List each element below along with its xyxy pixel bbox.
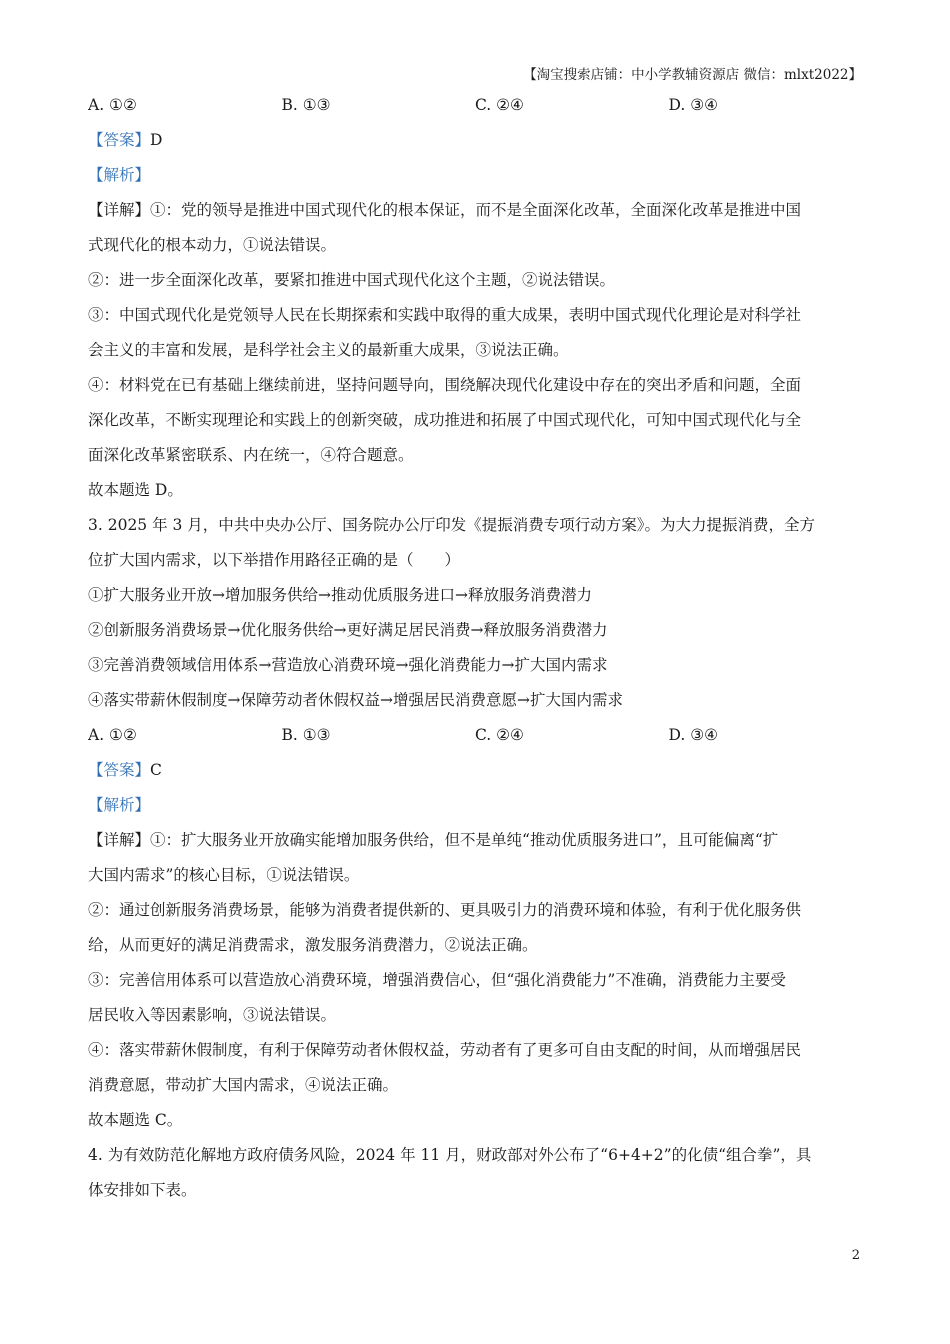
- q3-detail-line: 大国内需求”的核心目标，①说法错误。: [88, 866, 360, 884]
- q2-detail-line: ③：中国式现代化是党领导人民在长期探索和实践中取得的重大成果，表明中国式现代化理论是对科学社: [88, 306, 802, 324]
- q3-detail-line: [88, 823, 862, 858]
- q2-detail-line: 会主义的丰富和发展，是科学社会主义的最新重大成果，③说法正确。: [88, 341, 569, 359]
- q2-detail-line: [88, 193, 862, 228]
- q3-conclusion: 故本题选 C。: [88, 1111, 183, 1129]
- q2-detail-line: ②：进一步全面深化改革，要紧扣推进中国式现代化这个主题，②说法错误。: [88, 271, 616, 289]
- document-body: [88, 88, 862, 1208]
- detail-label: 【详解】: [88, 831, 151, 849]
- q4-stem-line: 4. 为有效防范化解地方政府债务风险，2024 年 11 月，财政部对外公布了“6+4+2”的化债“组合拳”，具: [88, 1146, 812, 1164]
- q3-stem-line: 3. 2025 年 3 月，中共中央办公厅、国务院办公厅印发《提振消费专项行动方案》。为大力提振消费，全方: [88, 516, 816, 534]
- q2-option-d: D. ③④: [668, 96, 719, 114]
- answer-label: 【答案】: [88, 761, 151, 779]
- detail-label: 【详解】: [88, 201, 151, 219]
- q3-detail-line: ③：完善信用体系可以营造放心消费环境，增强消费信心，但“强化消费能力”不准确，消费能力主要受: [88, 971, 786, 989]
- q3-item: ④落实带薪休假制度→保障劳动者休假权益→增强居民消费意愿→扩大国内需求: [88, 691, 623, 709]
- detail-text: ①：党的领导是推进中国式现代化的根本保证，而不是全面深化改革，全面深化改革是推进中国: [150, 201, 802, 219]
- answer-label: 【答案】: [88, 131, 151, 149]
- q3-detail-line: ④：落实带薪休假制度，有利于保障劳动者休假权益，劳动者有了更多可自由支配的时间，从而增强居民: [88, 1041, 802, 1059]
- q2-options: [88, 88, 862, 123]
- q3-option-d: D. ③④: [668, 726, 719, 744]
- q3-item: ②创新服务消费场景→优化服务供给→更好满足居民消费→释放服务消费潜力: [88, 621, 608, 639]
- q3-detail-line: ②：通过创新服务消费场景，能够为消费者提供新的、更具吸引力的消费环境和体验，有利于优化服务供: [88, 901, 802, 919]
- answer-value: D: [150, 131, 163, 149]
- q2-detail-line: 面深化改革紧密联系、内在统一，④符合题意。: [88, 446, 414, 464]
- q2-option-c: C. ②④: [475, 96, 524, 114]
- q3-answer: [88, 753, 862, 788]
- q2-analysis-label: 【解析】: [88, 166, 151, 184]
- q2-option-a: A. ①②: [88, 96, 137, 114]
- q2-detail-line: 式现代化的根本动力，①说法错误。: [88, 236, 337, 254]
- q3-stem-line: 位扩大国内需求，以下举措作用路径正确的是（ ）: [88, 551, 461, 569]
- q3-option-b: B. ①③: [281, 726, 331, 744]
- page-header: 【淘宝搜索店铺：中小学教辅资源店 微信：mlxt2022】: [523, 67, 862, 83]
- detail-text: ①：扩大服务业开放确实能增加服务供给，但不是单纯“推动优质服务进口”，且可能偏离“扩: [150, 831, 779, 849]
- q2-detail-line: ④：材料党在已有基础上继续前进，坚持问题导向，围绕解决现代化建设中存在的突出矛盾和问题，全面: [88, 376, 802, 394]
- q3-option-a: A. ①②: [88, 726, 137, 744]
- q2-option-b: B. ①③: [281, 96, 331, 114]
- q3-options: [88, 718, 862, 753]
- q2-conclusion: 故本题选 D。: [88, 481, 183, 499]
- q2-answer: [88, 123, 862, 158]
- q2-detail-line: 深化改革，不断实现理论和实践上的创新突破，成功推进和拓展了中国式现代化，可知中国式现代化与全: [88, 411, 802, 429]
- page-number: 2: [851, 1248, 860, 1263]
- q3-item: ①扩大服务业开放→增加服务供给→推动优质服务进口→释放服务消费潜力: [88, 586, 592, 604]
- q3-option-c: C. ②④: [475, 726, 524, 744]
- answer-value: C: [150, 761, 162, 779]
- q3-detail-line: 居民收入等因素影响，③说法错误。: [88, 1006, 337, 1024]
- q3-item: ③完善消费领域信用体系→营造放心消费环境→强化消费能力→扩大国内需求: [88, 656, 608, 674]
- q3-detail-line: 给，从而更好的满足消费需求，激发服务消费潜力，②说法正确。: [88, 936, 538, 954]
- q4-stem-line: 体安排如下表。: [88, 1181, 197, 1199]
- q3-detail-line: 消费意愿，带动扩大国内需求，④说法正确。: [88, 1076, 399, 1094]
- q3-analysis-label: 【解析】: [88, 796, 151, 814]
